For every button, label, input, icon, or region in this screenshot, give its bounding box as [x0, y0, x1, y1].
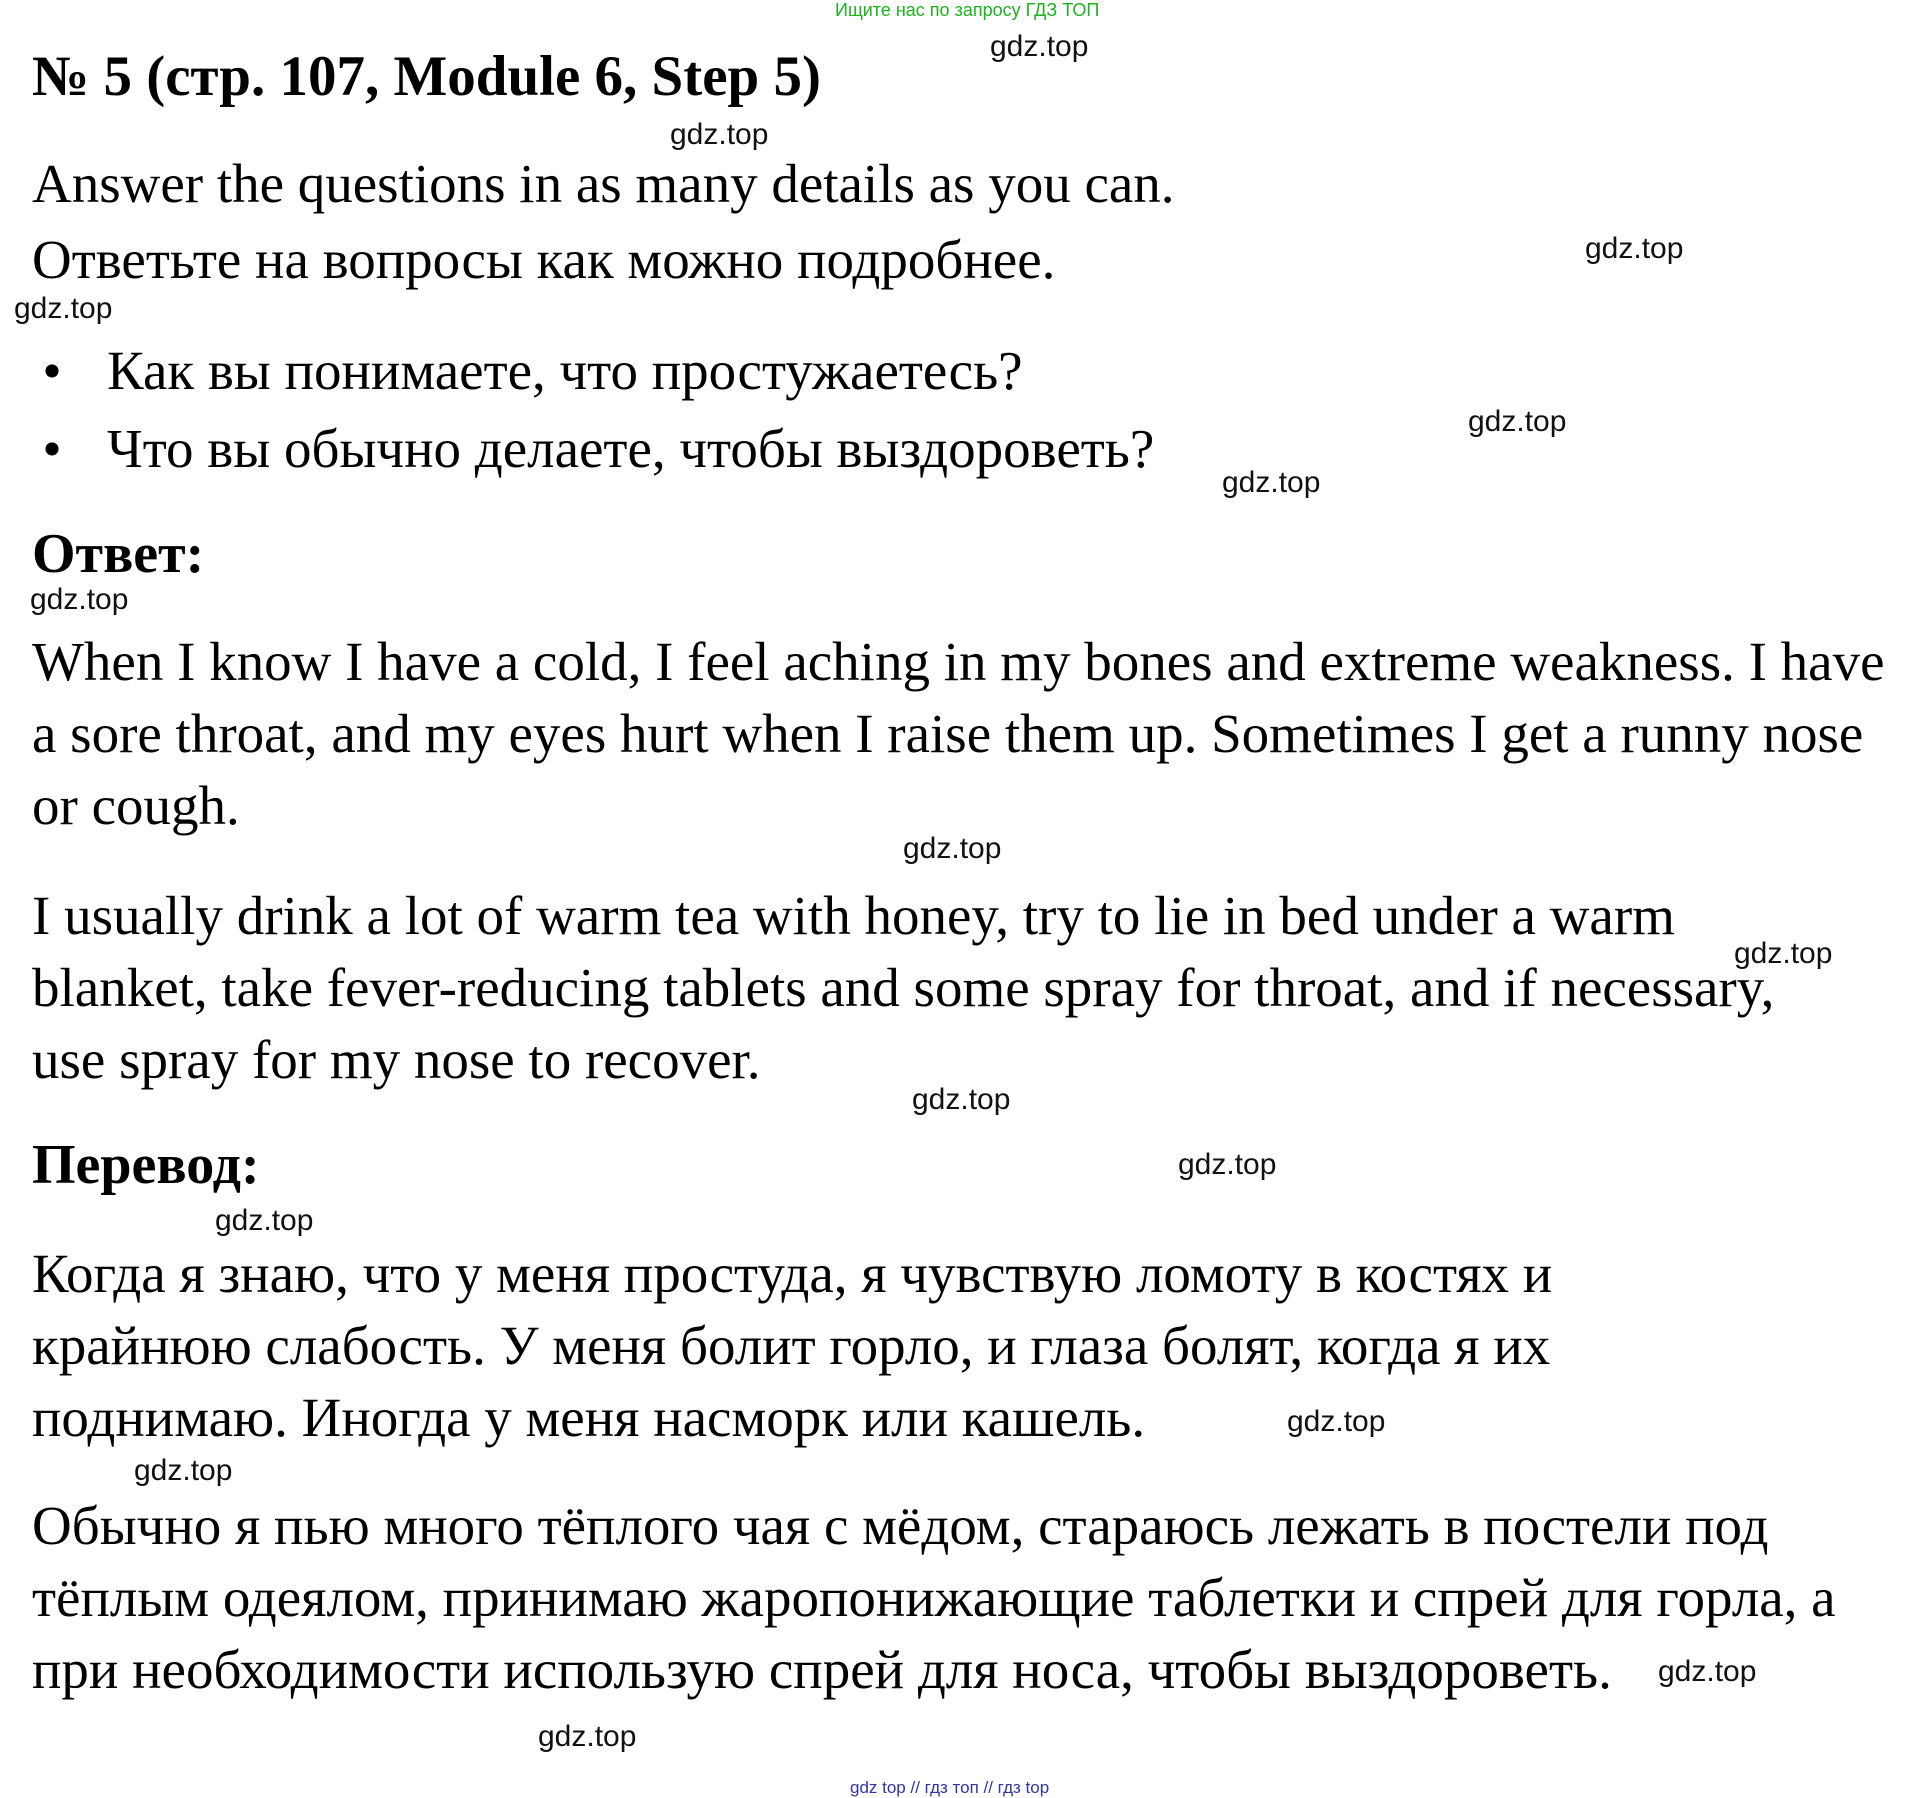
watermark: gdz.top: [1468, 405, 1567, 438]
task-english: Answer the questions in as many details as you can.: [32, 153, 1175, 214]
watermark: gdz.top: [134, 1454, 233, 1487]
list-item: [32, 413, 1154, 491]
translation-paragraph-2: Обычно я пью много тёплого чая с мёдом, стараюсь лежать в постели под тёплым одеялом, принимаю жаропонижающие таблетки и спрей для горла, а при необходимости использую спрей для носа, чтобы выздороветь.: [32, 1495, 1836, 1700]
watermark: gdz.top: [1734, 937, 1833, 970]
task-russian: Ответьте на вопросы как можно подробнее.: [32, 229, 1056, 290]
watermark: gdz.top: [990, 30, 1089, 63]
watermark: gdz.top: [912, 1083, 1011, 1116]
list-item: [32, 335, 1154, 413]
question-2: Что вы обычно делаете, чтобы выздороветь?: [107, 418, 1155, 479]
question-list: [32, 335, 1154, 491]
watermark: gdz.top: [215, 1204, 314, 1237]
page-title: № 5 (стр. 107, Module 6, Step 5): [32, 45, 821, 108]
watermark: gdz.top: [1178, 1148, 1277, 1181]
watermark: gdz.top: [1222, 466, 1321, 499]
watermark: gdz.top: [14, 292, 113, 325]
answer-paragraph-1: When I know I have a cold, I feel aching in my bones and extreme weakness. I have a sore throat, and my eyes hurt when I raise them up. Sometimes I get a runny nose or cough.: [32, 631, 1885, 836]
bullet-icon: •: [42, 418, 62, 479]
watermark: gdz.top: [1287, 1405, 1386, 1438]
question-1: Как вы понимаете, что простужаетесь?: [107, 340, 1023, 401]
watermark: gdz.top: [30, 583, 129, 616]
watermark: gdz.top: [1585, 232, 1684, 265]
watermark: gdz.top: [538, 1720, 637, 1753]
footer: gdz top // гдз топ // гдз top: [850, 1778, 1050, 1797]
translation-paragraph-1: Когда я знаю, что у меня простуда, я чувствую ломоту в костях и крайнюю слабость. У меня болит горло, и глаза болят, когда я их поднимаю. Иногда у меня насморк или кашель.: [32, 1243, 1553, 1448]
answer-heading: Ответ:: [32, 523, 205, 585]
watermark: gdz.top: [670, 118, 769, 151]
watermark: gdz.top: [1658, 1655, 1757, 1688]
top-banner: Ищите нас по запросу ГДЗ ТОП: [835, 0, 1100, 20]
answer-paragraph-2: I usually drink a lot of warm tea with honey, try to lie in bed under a warm blanket, take fever-reducing tablets and some spray for throat, and if necessary, use spray for my nose to recover.: [32, 885, 1775, 1090]
watermark: gdz.top: [903, 832, 1002, 865]
translation-heading: Перевод:: [32, 1134, 260, 1196]
bullet-icon: •: [42, 340, 62, 401]
